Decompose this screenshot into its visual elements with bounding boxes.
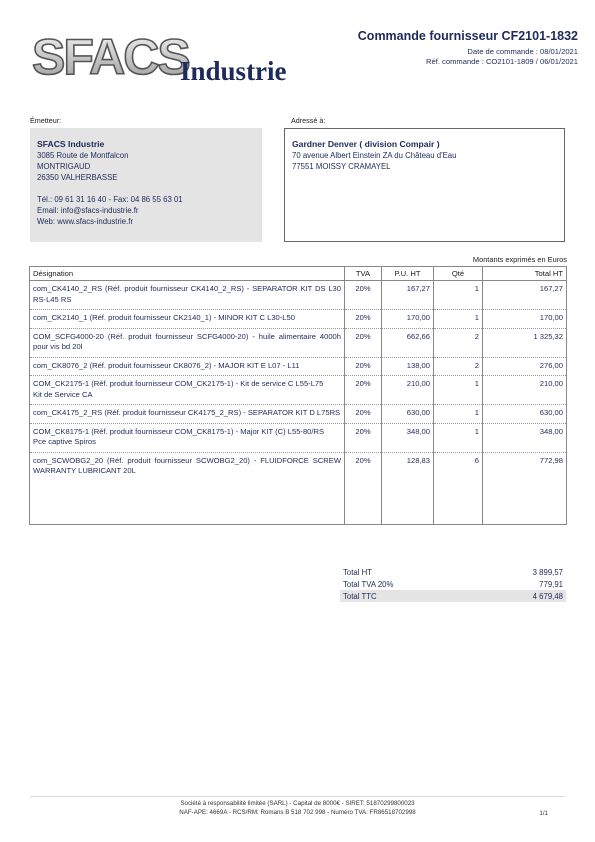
row-designation: com_CK2140_1 (Réf. produit fournisseur CK2140_1) - MINOR KIT C L30-L50 xyxy=(30,310,345,329)
emitter-label: Émetteur: xyxy=(30,116,62,125)
row-designation-main: COM_CK2175-1 (Réf. produit fournisseur COM_CK2175-1) - Kit de service C L55-L75 xyxy=(33,379,324,388)
row-designation-extra: Kit de Service CA xyxy=(33,389,93,399)
row-qty: 1 xyxy=(434,423,483,452)
totals-table xyxy=(340,566,566,602)
row-unit-price: 167,27 xyxy=(382,281,434,310)
footer-legal-line-2: NAF-APE: 4669A - RCS/RM: Romans B 518 702 998 - Numéro TVA: FR86518702998 xyxy=(179,809,416,816)
row-qty: 1 xyxy=(434,281,483,310)
emitter-box xyxy=(30,128,262,242)
table-row xyxy=(30,281,567,310)
total-tva-label: Total TVA 20% xyxy=(343,579,394,589)
recipient-label: Adressé à: xyxy=(291,116,326,125)
row-designation xyxy=(30,376,345,405)
col-designation: Désignation xyxy=(30,267,345,281)
row-vat: 20% xyxy=(345,452,382,524)
recipient-city: 77551 MOISSY CRAMAYEL xyxy=(292,162,391,171)
row-designation: com_CK4140_2_RS (Réf. produit fournisseur CK4140_2_RS) - SEPARATOR KIT DS L30 RS-L45 RS xyxy=(30,281,345,310)
row-designation xyxy=(30,423,345,452)
order-lines-table xyxy=(29,266,567,525)
emitter-email[interactable]: Email: info@sfacs-industrie.fr xyxy=(37,206,139,215)
row-unit-price: 662,66 xyxy=(382,328,434,357)
emitter-name: SFACS Industrie xyxy=(37,139,105,149)
footer-divider xyxy=(30,796,565,797)
row-designation: com_CK8076_2 (Réf. produit fournisseur CK8076_2) - MAJOR KIT E L07 - L11 xyxy=(30,357,345,376)
row-unit-price: 210,00 xyxy=(382,376,434,405)
row-total: 170,00 xyxy=(483,310,567,329)
col-vat: TVA xyxy=(345,267,382,281)
total-ttc-label: Total TTC xyxy=(340,590,477,602)
total-ttc-row xyxy=(340,590,566,602)
row-unit-price: 630,00 xyxy=(382,405,434,424)
currency-note: Montants exprimés en Euros xyxy=(472,255,567,264)
row-total: 348,00 xyxy=(483,423,567,452)
row-total: 210,00 xyxy=(483,376,567,405)
order-date: Date de commande : 08/01/2021 xyxy=(467,47,578,56)
recipient-street: 70 avenue Albert Einstein ZA du Château d'Eau xyxy=(292,151,457,160)
row-total: 276,00 xyxy=(483,357,567,376)
emitter-city: MONTRIGAUD xyxy=(37,162,91,171)
table-row xyxy=(30,376,567,405)
table-header-row xyxy=(30,267,567,281)
total-ht-label: Total HT xyxy=(343,567,373,577)
row-qty: 6 xyxy=(434,452,483,524)
row-vat: 20% xyxy=(345,328,382,357)
row-vat: 20% xyxy=(345,376,382,405)
row-qty: 2 xyxy=(434,357,483,376)
row-vat: 20% xyxy=(345,281,382,310)
row-vat: 20% xyxy=(345,357,382,376)
row-total: 772,98 xyxy=(483,452,567,524)
document-title: Commande fournisseur CF2101-1832 xyxy=(357,29,578,43)
table-row xyxy=(30,328,567,357)
emitter-web[interactable]: Web: www.sfacs-industrie.fr xyxy=(37,217,134,226)
row-vat: 20% xyxy=(345,423,382,452)
table-row xyxy=(30,405,567,424)
row-designation: com_SCWOBG2_20 (Réf. produit fournisseur SCWOBG2_20) - FLUIDFORCE SCREW WARRANTY LUBRICANT 20L xyxy=(30,452,345,524)
recipient-name: Gardner Denver ( division Compair ) xyxy=(292,139,440,149)
logo-sfacs-text: SFACS xyxy=(32,30,189,85)
col-total: Total HT xyxy=(483,267,567,281)
row-unit-price: 138,00 xyxy=(382,357,434,376)
table-row xyxy=(30,452,567,524)
row-qty: 1 xyxy=(434,405,483,424)
logo-industrie-text: Industrie xyxy=(180,56,287,86)
row-total: 167,27 xyxy=(483,281,567,310)
row-vat: 20% xyxy=(345,405,382,424)
row-qty: 2 xyxy=(434,328,483,357)
page-number: 1/1 xyxy=(539,810,548,817)
total-tva-value: 779,91 xyxy=(539,579,563,589)
table-row xyxy=(30,357,567,376)
row-unit-price: 128,83 xyxy=(382,452,434,524)
row-unit-price: 170,00 xyxy=(382,310,434,329)
row-designation: com_CK4175_2_RS (Réf. produit fournisseur CK4175_2_RS) - SEPARATOR KIT D L75RS xyxy=(30,405,345,424)
table-row xyxy=(30,423,567,452)
row-qty: 1 xyxy=(434,310,483,329)
row-vat: 20% xyxy=(345,310,382,329)
total-ht-row xyxy=(340,566,566,578)
table-row xyxy=(30,310,567,329)
row-total: 1 325,32 xyxy=(483,328,567,357)
row-qty: 1 xyxy=(434,376,483,405)
col-qty: Qté xyxy=(434,267,483,281)
total-tva-row xyxy=(340,578,566,590)
recipient-box xyxy=(284,128,565,242)
row-designation-main: COM_CK8175-1 (Réf. produit fournisseur COM_CK8175-1) - Major KIT (C) L55-80/RS xyxy=(33,426,325,436)
row-designation-extra: Pce captive Spiros xyxy=(33,437,96,446)
order-reference: Réf. commande : CO2101-1809 / 06/01/2021 xyxy=(426,57,578,66)
emitter-phone: Tél.: 09 61 31 16 40 - Fax: 04 86 55 63 01 xyxy=(37,195,183,204)
emitter-postal: 26350 VALHERBASSE xyxy=(37,173,118,182)
row-designation: COM_SCFG4000-20 (Réf. produit fournisseur SCFG4000-20) - huile alimentaire 4000h pour vis bd 20l xyxy=(30,328,345,357)
footer-legal-line-1: Société à responsabilité limitée (SARL) - Capital de 8000€ - SIRET: 51870299800023 xyxy=(180,800,415,807)
row-unit-price: 348,00 xyxy=(382,423,434,452)
total-ht-value: 3 899,57 xyxy=(532,567,563,577)
emitter-street: 3085 Route de Montfalcon xyxy=(37,151,129,160)
row-total: 630,00 xyxy=(483,405,567,424)
col-unit-price: P.U. HT xyxy=(382,267,434,281)
total-ttc-value: 4 679,48 xyxy=(477,590,566,602)
company-logo xyxy=(30,30,330,90)
